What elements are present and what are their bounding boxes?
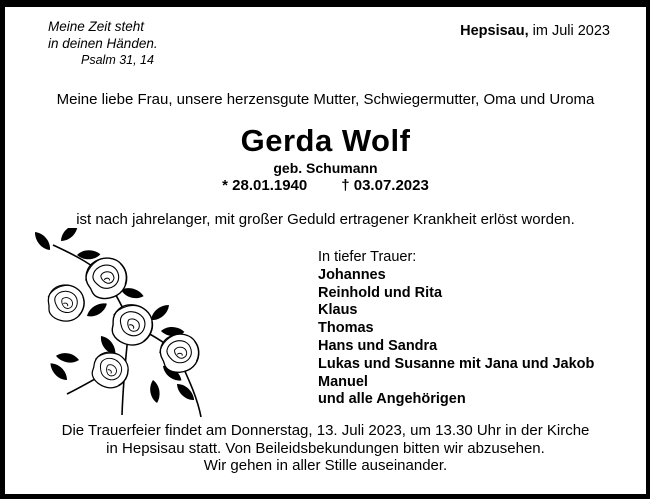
mourner-name: Thomas (318, 320, 374, 337)
mourner-name: und alle Angehörigen (318, 391, 466, 408)
funeral-info-block (5, 422, 646, 475)
life-dates (5, 177, 646, 194)
mourner-name: Lukas und Susanne mit Jana und Jakob (318, 355, 595, 372)
funeral-info-line2: in Hepsisau statt. Von Beileidsbekundungen bitten wir abzusehen. (106, 439, 545, 457)
roses-illustration-icon (25, 228, 225, 420)
mourners-block (318, 249, 594, 409)
deceased-name: Gerda Wolf (240, 123, 411, 158)
mourner-name: Klaus (318, 302, 358, 319)
mourner-name: Hans und Sandra (318, 337, 438, 354)
mourner-name: Manuel (318, 373, 368, 390)
funeral-info-line1: Die Trauerfeier findet am Donnerstag, 13. Juli 2023, um 13.30 Uhr in der Kirche (61, 422, 590, 439)
funeral-info-line3: Wir gehen in aller Stille auseinander. (203, 457, 448, 475)
scripture-quote-line1: Meine Zeit steht (48, 19, 145, 34)
maiden-name: geb. Schumann (273, 160, 378, 176)
scripture-quote (48, 19, 158, 69)
mourning-heading: In tiefer Trauer: (318, 249, 417, 265)
place-name: Hepsisau, (460, 23, 529, 39)
obituary-page (5, 7, 646, 494)
mourner-name: Johannes (318, 266, 386, 283)
intro-line: Meine liebe Frau, unsere herzensgute Mutter, Schwiegermutter, Oma und Uroma (56, 91, 595, 108)
birth-date: * 28.01.1940 (222, 177, 308, 194)
mourner-name: Reinhold und Rita (318, 284, 443, 301)
scripture-quote-line2: in deinen Händen. (48, 35, 158, 51)
death-date: † 03.07.2023 (341, 177, 429, 194)
place-dateline (460, 23, 610, 39)
date-text: im Juli 2023 (532, 23, 610, 39)
death-notice-line: ist nach jahrelanger, mit großer Geduld ertragener Krankheit erlöst worden. (76, 211, 575, 228)
scripture-quote-source: Psalm 31, 14 (81, 53, 154, 67)
